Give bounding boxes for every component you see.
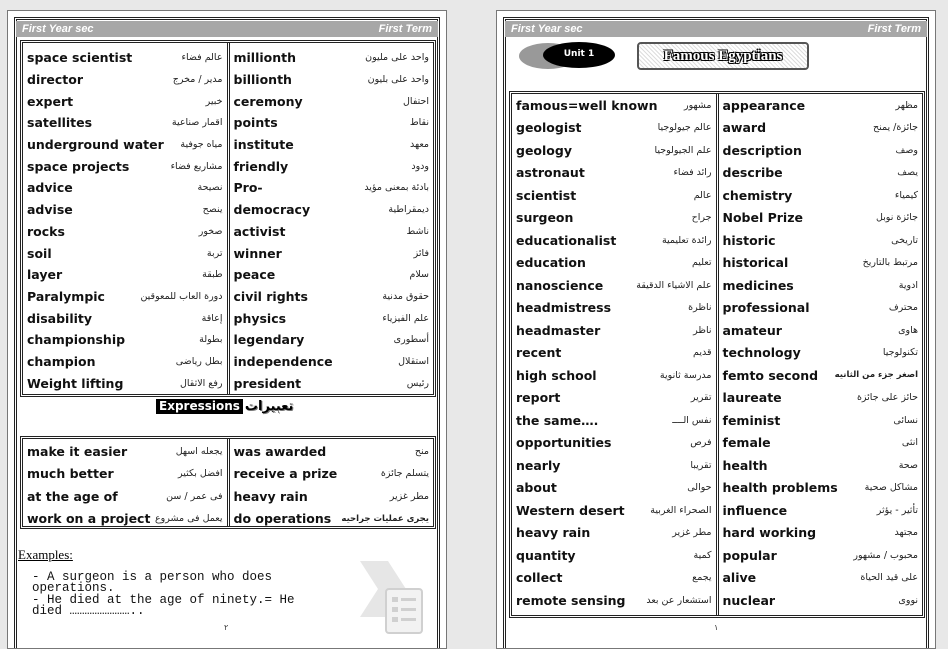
vocab-row [512, 477, 716, 500]
vocab-arabic: تقرير [690, 392, 712, 404]
vocab-arabic: ودود [411, 160, 429, 172]
vocab-arabic: ناشط [406, 225, 429, 237]
vocab-arabic: مشهور [684, 99, 712, 111]
vocab-row [23, 372, 227, 394]
vocab-english: femto second [722, 367, 819, 383]
vocab-english: do operations [233, 511, 332, 527]
vocab-arabic: رائد فضاء [673, 167, 712, 179]
vocab-row [23, 307, 227, 329]
vocab-english: historic [722, 232, 776, 248]
vocab-row [719, 544, 923, 567]
example-2-line-2: died …………………….. [32, 604, 145, 618]
vocab-arabic: مجتهد [894, 527, 918, 539]
vocab-arabic: اقمار صناعية [171, 117, 223, 129]
vocab-arabic: سلام [409, 269, 429, 281]
vocab-row [512, 207, 716, 230]
vocab-english: democracy [233, 202, 311, 218]
vocab-row [512, 319, 716, 342]
vocab-row [512, 252, 716, 275]
vocab-english: Paralympic [27, 288, 105, 304]
vocab-row [719, 184, 923, 207]
vocab-row [230, 329, 434, 351]
vocab-arabic: تكنولوجيا [882, 347, 918, 359]
vocab-arabic: حائز على جائزة [856, 392, 918, 404]
vocab-english: make it easier [27, 443, 128, 459]
left-header-term: First Term [378, 23, 432, 35]
vocab-row [719, 432, 923, 455]
vocab-row [230, 485, 434, 508]
vocab-english: opportunities [516, 435, 612, 451]
vocab-english: space projects [27, 158, 130, 174]
vocab-row [23, 463, 227, 486]
vocab-arabic: صحة [898, 459, 918, 471]
right-header-term: First Term [867, 23, 921, 35]
vocab-english: winner [233, 245, 282, 261]
vocab-arabic: نفس الــــ [672, 414, 712, 426]
vocab-arabic: فائز [413, 247, 429, 259]
left-vocab-col-1 [23, 43, 227, 394]
vocab-row [719, 274, 923, 297]
vocab-arabic: دورة العاب للمعوقين [140, 290, 223, 302]
vocab-english: heavy rain [516, 525, 591, 541]
vocab-english: was awarded [233, 443, 327, 459]
vocab-arabic: الصحراء الغربية [650, 504, 712, 516]
vocab-row [23, 508, 227, 531]
vocab-arabic: نووى [898, 594, 918, 606]
vocab-arabic: جائزة/ يمنح [873, 122, 918, 134]
vocab-row [230, 90, 434, 112]
vocab-english: director [27, 72, 84, 88]
vocab-row [23, 199, 227, 221]
vocab-english: independence [233, 353, 333, 369]
vocab-arabic: يجمع [692, 572, 712, 584]
vocab-arabic: نقاط [409, 117, 429, 129]
vocab-english: geology [516, 142, 572, 158]
example-1-line-1: - A surgeon is a person who does [32, 570, 273, 584]
vocab-english: headmaster [516, 322, 601, 338]
vocab-english: activist [233, 223, 286, 239]
document-watermark-icon [358, 559, 428, 637]
vocab-arabic: مشاكل صحية [864, 482, 918, 494]
vocab-arabic: وصف [895, 144, 918, 156]
vocab-arabic: تقريبا [690, 459, 712, 471]
vocab-english: underground water [27, 137, 164, 153]
vocab-arabic: أسطورى [393, 334, 429, 346]
vocab-row [719, 364, 923, 387]
vocab-arabic: قديم [693, 347, 712, 359]
vocab-english: geologist [516, 120, 582, 136]
vocab-row [719, 94, 923, 117]
vocab-english: ceremony [233, 93, 303, 109]
vocab-arabic: مياه جوفية [180, 139, 223, 151]
vocab-arabic: رائدة تعليمية [661, 234, 712, 246]
vocab-arabic: حوالى [687, 482, 712, 494]
vocab-arabic: حقوق مدنية [382, 290, 429, 302]
vocab-english: report [516, 390, 561, 406]
vocab-arabic: بطولة [199, 334, 223, 346]
vocab-arabic: فرص [690, 437, 712, 449]
vocab-row [719, 454, 923, 477]
vocab-row [230, 177, 434, 199]
vocab-arabic: ديمقراطية [388, 204, 429, 216]
vocab-row [23, 485, 227, 508]
vocab-row [230, 286, 434, 308]
vocab-english: health [722, 457, 768, 473]
vocab-row [512, 117, 716, 140]
vocab-row [719, 297, 923, 320]
vocab-row [719, 522, 923, 545]
left-header-bar [16, 21, 438, 37]
unit-title-box [637, 42, 809, 70]
left-page [7, 10, 447, 649]
vocab-english: laureate [722, 390, 782, 406]
vocab-english: nuclear [722, 592, 776, 608]
vocab-row [23, 221, 227, 243]
vocab-english: high school [516, 367, 597, 383]
vocab-row [230, 69, 434, 91]
vocab-row [719, 162, 923, 185]
vocab-row [512, 589, 716, 612]
vocab-english: satellites [27, 115, 93, 131]
vocab-english: chemistry [722, 187, 793, 203]
vocab-arabic: خبير [205, 95, 223, 107]
vocab-arabic: مطر غزير [672, 527, 712, 539]
right-page-number: ١ [714, 623, 719, 632]
vocab-row [23, 264, 227, 286]
vocab-row [512, 522, 716, 545]
vocab-english: champion [27, 353, 96, 369]
vocab-arabic: بطل رياضى [175, 355, 223, 367]
vocab-english: Western desert [516, 502, 625, 518]
vocab-english: educationalist [516, 232, 617, 248]
vocab-row [512, 229, 716, 252]
vocab-row [512, 567, 716, 590]
vocab-arabic: مشاريع فضاء [170, 160, 223, 172]
vocab-arabic: تأثير - يؤثر [876, 504, 918, 516]
vocab-arabic: مرتبط بالتاريخ [862, 257, 918, 269]
vocab-row [719, 567, 923, 590]
vocab-arabic: طبقة [202, 269, 223, 281]
vocab-english: influence [722, 502, 788, 518]
vocab-row [230, 155, 434, 177]
vocab-english: popular [722, 547, 777, 563]
vocab-english: feminist [722, 412, 781, 428]
vocab-row [230, 47, 434, 69]
vocab-row [512, 387, 716, 410]
vocab-arabic: علم الاشياء الدقيقة [636, 279, 712, 291]
vocab-english: soil [27, 245, 52, 261]
vocab-english: the same…. [516, 412, 599, 428]
vocab-arabic: يعمل فى مشروع [155, 513, 223, 525]
vocab-english: surgeon [516, 210, 574, 226]
vocab-row [719, 477, 923, 500]
vocab-english: description [722, 142, 802, 158]
vocab-arabic: واحد على مليون [365, 52, 429, 64]
examples-label: Examples: [18, 547, 73, 562]
vocab-english: professional [722, 300, 810, 316]
vocab-english: civil rights [233, 288, 308, 304]
vocab-english: describe [722, 165, 783, 181]
vocab-row [512, 342, 716, 365]
vocab-row [512, 364, 716, 387]
vocab-row [512, 184, 716, 207]
vocab-english: friendly [233, 158, 289, 174]
vocab-arabic: إعاقة [201, 312, 223, 324]
vocab-row [230, 242, 434, 264]
page-gutter [447, 0, 496, 649]
vocab-arabic: انثى [901, 437, 918, 449]
vocab-english: collect [516, 570, 563, 586]
vocab-arabic: اصغر جزء من الثانيه [834, 370, 918, 381]
vocab-row [23, 69, 227, 91]
vocab-arabic: فى عمر / سن [166, 490, 223, 502]
vocab-english: points [233, 115, 278, 131]
vocab-english: recent [516, 345, 562, 361]
vocab-arabic: استقلال [398, 355, 429, 367]
vocab-arabic: كمية [693, 549, 712, 561]
vocab-arabic: رئيس [406, 377, 429, 389]
vocab-english: about [516, 480, 557, 496]
vocab-row [230, 463, 434, 486]
vocab-arabic: ناظرة [688, 302, 712, 314]
vocab-english: rocks [27, 223, 65, 239]
vocab-english: amateur [722, 322, 782, 338]
vocab-row [23, 134, 227, 156]
vocab-english: technology [722, 345, 801, 361]
vocab-arabic: يصف [897, 167, 918, 179]
vocab-arabic: يتسلم جائزة [380, 468, 429, 480]
vocab-arabic: واحد على بليون [367, 74, 429, 86]
vocab-row [512, 454, 716, 477]
example-1-line-2: operations. [32, 581, 115, 595]
vocab-english: physics [233, 310, 287, 326]
vocab-english: astronaut [516, 165, 585, 181]
vocab-row [719, 319, 923, 342]
expressions-heading-ar: تعبيرات [244, 399, 294, 414]
right-vocab-col-2 [716, 94, 923, 615]
vocab-row [23, 286, 227, 308]
left-vocab-col-2 [227, 43, 434, 394]
right-header-year: First Year sec [511, 23, 583, 35]
vocab-english: education [516, 255, 586, 271]
vocab-english: championship [27, 332, 126, 348]
vocab-arabic: ناظر [693, 324, 712, 336]
vocab-english: much better [27, 466, 114, 482]
vocab-english: scientist [516, 187, 577, 203]
vocab-row [23, 112, 227, 134]
vocab-english: health problems [722, 480, 838, 496]
vocab-arabic: عالم [693, 189, 712, 201]
vocab-arabic: عالم جيولوجيا [657, 122, 712, 134]
left-vocab-table [20, 40, 436, 397]
vocab-english: heavy rain [233, 488, 308, 504]
vocab-english: famous=well known [516, 97, 658, 113]
vocab-english: Nobel Prize [722, 210, 803, 226]
vocab-english: layer [27, 267, 63, 283]
vocab-row [512, 94, 716, 117]
vocab-row [230, 440, 434, 463]
vocab-arabic: علم الفيزياء [382, 312, 429, 324]
left-header-year: First Year sec [22, 23, 94, 35]
vocab-row [512, 544, 716, 567]
vocab-arabic: تاريخى [891, 234, 918, 246]
vocab-arabic: تعليم [691, 257, 712, 269]
vocab-english: Weight lifting [27, 375, 124, 391]
expressions-table [20, 436, 436, 529]
vocab-english: millionth [233, 50, 297, 66]
unit-title: Famous Egyptians [663, 47, 783, 64]
vocab-english: alive [722, 570, 757, 586]
vocab-row [23, 351, 227, 373]
vocab-english: appearance [722, 97, 806, 113]
unit-badge: Unit 1 [543, 42, 615, 68]
vocab-english: work on a project [27, 511, 151, 527]
vocab-row [719, 387, 923, 410]
vocab-row [719, 207, 923, 230]
vocab-arabic: منح [414, 445, 429, 457]
vocab-row [512, 139, 716, 162]
vocab-english: remote sensing [516, 592, 626, 608]
vocab-row [230, 351, 434, 373]
vocab-row [512, 432, 716, 455]
vocab-row [23, 329, 227, 351]
vocab-row [719, 589, 923, 612]
vocab-row [512, 162, 716, 185]
vocab-english: institute [233, 137, 294, 153]
vocab-english: historical [722, 255, 789, 271]
vocab-arabic: هاوى [898, 324, 918, 336]
vocab-arabic: محترف [888, 302, 918, 314]
vocab-english: medicines [722, 277, 794, 293]
vocab-arabic: محبوب / مشهور [853, 549, 918, 561]
vocab-row [719, 229, 923, 252]
vocab-english: space scientist [27, 50, 133, 66]
vocab-arabic: نسائى [893, 414, 918, 426]
vocab-english: expert [27, 93, 74, 109]
vocab-arabic: معهد [409, 139, 429, 151]
right-vocab-col-1 [512, 94, 716, 615]
vocab-row [512, 274, 716, 297]
vocab-english: president [233, 375, 302, 391]
right-vocab-table [509, 91, 925, 618]
vocab-english: peace [233, 267, 276, 283]
expr-col-1 [23, 439, 227, 526]
vocab-row [23, 155, 227, 177]
vocab-english: headmistress [516, 300, 612, 316]
vocab-arabic: بادئة بمعنى مؤيد [364, 182, 429, 194]
vocab-arabic: نصيحة [197, 182, 223, 194]
vocab-english: billionth [233, 72, 292, 88]
vocab-english: disability [27, 310, 93, 326]
vocab-row [719, 499, 923, 522]
vocab-arabic: يجرى عمليات جراحيه [341, 513, 429, 524]
vocab-row [512, 499, 716, 522]
vocab-row [230, 112, 434, 134]
vocab-english: female [722, 435, 771, 451]
vocab-english: quantity [516, 547, 576, 563]
vocab-row [230, 307, 434, 329]
vocab-arabic: تربة [206, 247, 223, 259]
vocab-arabic: جائزة نوبل [875, 212, 918, 224]
vocab-row [230, 199, 434, 221]
vocab-row [230, 264, 434, 286]
vocab-arabic: رفع الاثقال [179, 377, 223, 389]
vocab-row [719, 139, 923, 162]
vocab-arabic: كيمياء [894, 189, 918, 201]
vocab-arabic: مدرسة ثانوية [659, 369, 712, 381]
expressions-heading-en: Expressions [156, 399, 243, 414]
vocab-row [719, 117, 923, 140]
vocab-row [230, 134, 434, 156]
vocab-arabic: افضل بكثير [178, 468, 223, 480]
vocab-english: hard working [722, 525, 817, 541]
vocab-english: legendary [233, 332, 305, 348]
vocab-arabic: جراح [691, 212, 712, 224]
vocab-english: at the age of [27, 488, 118, 504]
vocab-arabic: علم الجيولوجيا [654, 144, 712, 156]
vocab-arabic: عالم فضاء [181, 52, 223, 64]
vocab-arabic: مدير / مخرج [172, 74, 223, 86]
vocab-english: nanoscience [516, 277, 604, 293]
vocab-arabic: احتفال [403, 95, 429, 107]
vocab-row [230, 372, 434, 394]
vocab-row [23, 242, 227, 264]
vocab-arabic: ادوية [898, 279, 918, 291]
vocab-row [23, 177, 227, 199]
vocab-arabic: على قيد الحياة [860, 572, 918, 584]
vocab-arabic: مظهر [895, 99, 918, 111]
vocab-arabic: استشعار عن بعد [646, 594, 712, 606]
vocab-arabic: صخور [198, 225, 223, 237]
vocab-english: receive a prize [233, 466, 338, 482]
vocab-row [512, 409, 716, 432]
vocab-row [23, 47, 227, 69]
vocab-row [719, 252, 923, 275]
vocab-row [23, 440, 227, 463]
vocab-arabic: ينصح [202, 204, 223, 216]
vocab-row [512, 297, 716, 320]
expr-col-2 [227, 439, 434, 526]
vocab-english: advise [27, 202, 73, 218]
example-2-line-1: - He died at the age of ninety.= He [32, 593, 295, 607]
vocab-english: nearly [516, 457, 561, 473]
vocab-english: award [722, 120, 767, 136]
vocab-arabic: يجعله اسهل [175, 445, 223, 457]
left-page-number: ٢ [224, 623, 229, 632]
vocab-row [230, 221, 434, 243]
vocab-arabic: مطر غزير [389, 490, 429, 502]
right-header-bar [505, 21, 927, 37]
vocab-row [719, 342, 923, 365]
vocab-row [230, 508, 434, 531]
expressions-heading [156, 399, 293, 414]
vocab-row [23, 90, 227, 112]
right-page [496, 10, 936, 649]
vocab-row [719, 409, 923, 432]
vocab-english: Pro- [233, 180, 263, 196]
vocab-english: advice [27, 180, 73, 196]
